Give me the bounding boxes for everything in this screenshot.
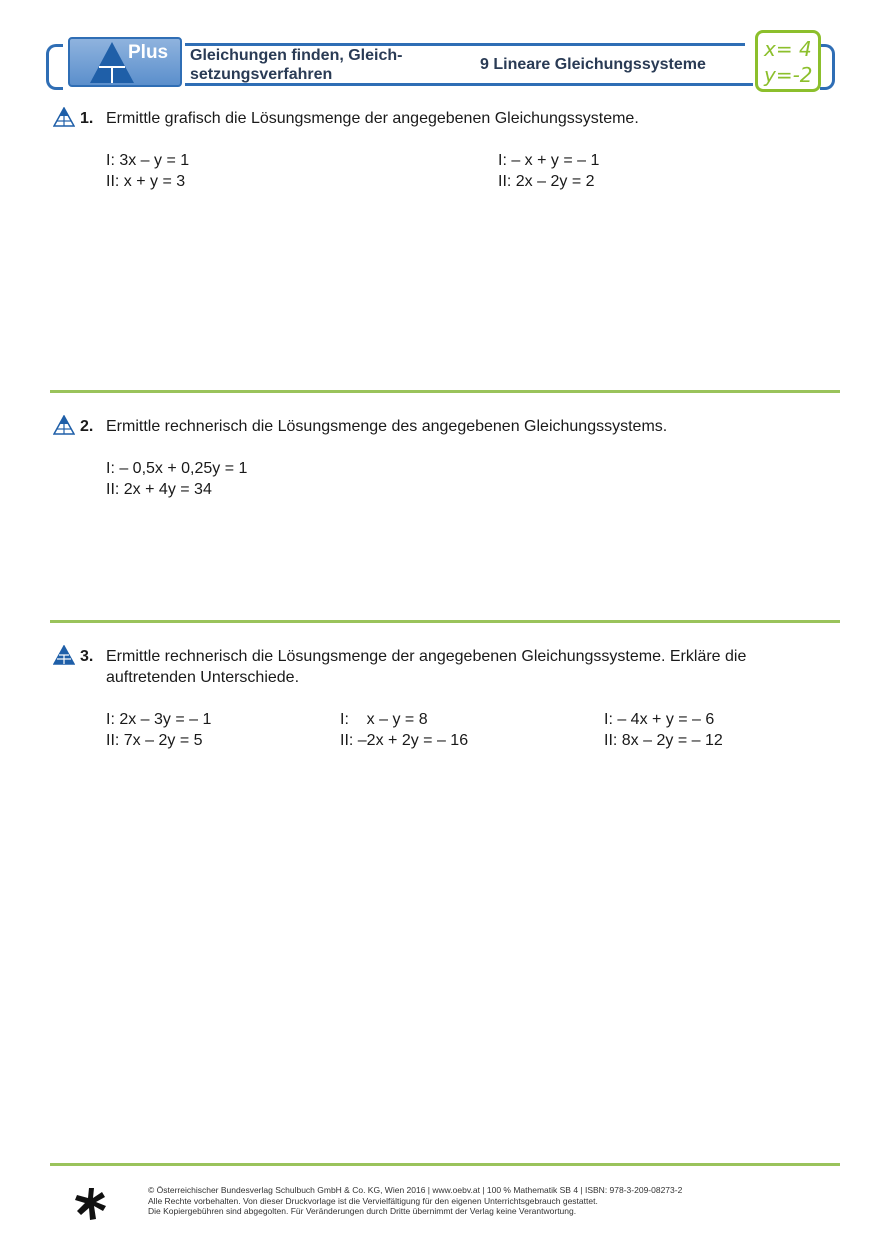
task-number: 3. — [80, 648, 94, 665]
equation: I: – 4x + y = – 6 — [604, 711, 715, 728]
publisher-logo-icon — [72, 1186, 112, 1222]
equation: I: x – y = 8 — [340, 711, 428, 728]
equation: II: 7x – 2y = 5 — [106, 732, 203, 749]
equation: I: 3x – y = 1 — [106, 152, 190, 169]
section-divider — [50, 620, 840, 623]
worksheet-title — [190, 46, 402, 84]
header-bracket-right — [820, 44, 835, 90]
task-number: 2. — [80, 418, 94, 435]
task-instruction-line2: auftretenden Unterschiede. — [106, 669, 300, 686]
equation: II: 2x – 2y = 2 — [498, 173, 595, 190]
chapter-title: 9 Lineare Gleichungssysteme — [480, 56, 706, 73]
badge-line-y: y=-2 — [764, 63, 813, 87]
header-bracket-left — [46, 44, 63, 90]
worksheet-title-line2: setzungsverfahren — [190, 66, 333, 83]
copyright-line3: Die Kopiergebühren sind abgegolten. Für Veränderungen durch Dritte übernimmt der Verlag keine Verantwortung. — [148, 1206, 577, 1216]
task-instruction: Ermittle rechnerisch die Lösungsmenge des angegebenen Gleichungssystems. — [106, 418, 668, 435]
equation: I: – 0,5x + 0,25y = 1 — [106, 460, 248, 477]
equation: II: x + y = 3 — [106, 173, 186, 190]
task-instruction-line1: Ermittle rechnerisch die Lösungsmenge der angegebenen Gleichungssysteme. Erkläre die — [106, 648, 747, 665]
task-number: 1. — [80, 110, 94, 127]
difficulty-pyramid-icon — [53, 107, 75, 127]
equation: II: 8x – 2y = – 12 — [604, 732, 723, 749]
section-divider — [50, 390, 840, 393]
difficulty-pyramid-icon — [53, 645, 75, 665]
badge-line-x: x= 4 — [764, 37, 812, 61]
equation: I: 2x – 3y = – 1 — [106, 711, 212, 728]
equation: II: 2x + 4y = 34 — [106, 481, 212, 498]
equation: II: –2x + 2y = – 16 — [340, 732, 469, 749]
task-instruction: Ermittle grafisch die Lösungsmenge der angegebenen Gleichungssysteme. — [106, 110, 639, 127]
copyright-line1: © Österreichischer Bundesverlag Schulbuch GmbH & Co. KG, Wien 2016 | www.oebv.at | 100 % Mathematik SB 4 | ISBN: 978-3-209-08273-2 — [148, 1185, 683, 1195]
task-instruction — [106, 646, 746, 688]
logo-plus-text: Plus — [128, 42, 169, 63]
copyright-line2: Alle Rechte vorbehalten. Von dieser Druckvorlage ist die Vervielfältigung für den eigenen Unterrichtsgebrauch gestattet. — [148, 1195, 598, 1206]
equation: I: – x + y = – 1 — [498, 152, 600, 169]
worksheet-title-line1: Gleichungen finden, Gleich- — [190, 47, 403, 64]
difficulty-pyramid-icon — [53, 415, 75, 435]
solution-badge — [755, 30, 821, 92]
copyright-notice — [148, 1185, 682, 1217]
footer-divider — [50, 1163, 840, 1166]
